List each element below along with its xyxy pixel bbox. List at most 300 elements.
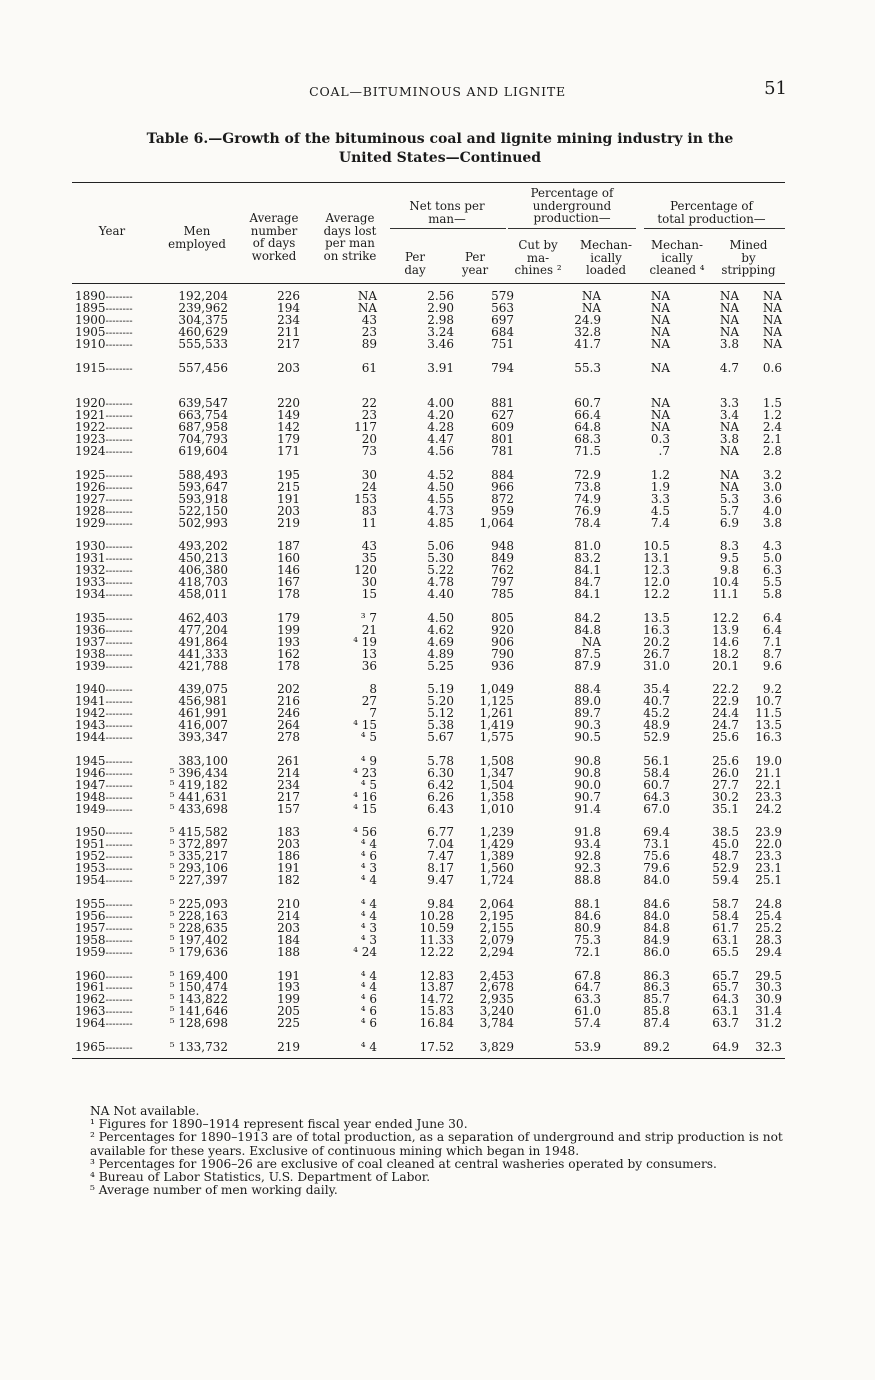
row-spacer: [72, 958, 785, 970]
header-under-line: Percentage of: [530, 186, 614, 200]
cell-strike: 23: [361, 408, 377, 423]
cell-mload: 85.7: [643, 992, 670, 1007]
header-pday-line: day: [404, 262, 426, 277]
cell-pday: 5.38: [427, 718, 454, 733]
cell-pyear: 579: [491, 289, 514, 303]
cell-days: 179: [277, 432, 300, 447]
cell-mload: 4.5: [650, 503, 670, 518]
cell-mload: 86.0: [643, 944, 670, 959]
header-mload-line: ically: [590, 250, 622, 265]
cell-pyear: 884: [491, 467, 514, 482]
cell-strip: 30.9: [755, 992, 782, 1007]
cell-mload: NA: [650, 396, 670, 411]
cell-cut: 84.8: [574, 622, 601, 637]
cell-mload: 86.3: [643, 980, 670, 995]
dot-leader: --------: [105, 637, 133, 649]
cell-days: 183: [277, 825, 300, 840]
cell-days: 157: [277, 801, 300, 816]
cell-cut: 68.3: [574, 432, 601, 447]
cell-strike: 22: [361, 396, 377, 411]
cell-days: 226: [277, 289, 300, 303]
bottom-rule: [72, 1058, 785, 1059]
cell-pyear: 1,724: [479, 873, 514, 888]
cell-strike: 36: [361, 658, 377, 673]
cell-mload: 84.6: [643, 897, 670, 912]
cell-year: 1930--------: [75, 539, 133, 554]
cell-mclean: 25.6: [712, 753, 739, 768]
cell-strike: 61: [361, 360, 377, 375]
cell-year: 1960--------: [75, 968, 133, 983]
cell-pyear: 1,125: [479, 694, 514, 709]
cell-days: 146: [277, 563, 300, 578]
cell-pday: 5.12: [427, 706, 454, 721]
cell-mclean: 24.7: [712, 718, 739, 733]
cell-pyear: 794: [491, 360, 514, 375]
cell-strike: ⁴ 4: [360, 837, 377, 852]
cell-strike: ⁴ 9: [360, 753, 377, 768]
cell-cut: 57.4: [574, 1016, 601, 1031]
header-mech-cleaned: [638, 239, 716, 277]
cell-mload: NA: [650, 289, 670, 303]
cell-strip: 32.3: [755, 1040, 782, 1055]
cell-men: ⁵ 197,402: [169, 932, 228, 947]
cell-pyear: 1,504: [479, 777, 514, 792]
cell-cut: 87.5: [574, 646, 601, 661]
cell-cut: 24.9: [574, 312, 601, 327]
cell-mload: 89.2: [643, 1040, 670, 1055]
cell-pyear: 2,935: [479, 992, 514, 1007]
cell-mclean: 11.1: [712, 587, 739, 602]
cell-year: 1950--------: [75, 825, 133, 840]
cell-men: 557,456: [178, 360, 228, 375]
data-table: [72, 182, 785, 1059]
cell-mclean: 13.9: [712, 622, 739, 637]
cell-pyear: 1,347: [479, 765, 514, 780]
header-net-line: man—: [428, 211, 466, 226]
cell-days: 193: [277, 634, 300, 649]
cell-mload: 64.3: [643, 789, 670, 804]
cell-pday: 5.19: [427, 682, 454, 697]
cell-cut: 91.4: [574, 801, 601, 816]
header-strip-line: Mined: [729, 238, 768, 252]
cell-mclean: 22.9: [712, 694, 739, 709]
cell-mclean: 10.4: [712, 575, 739, 590]
table-row: [72, 767, 785, 779]
cell-cut: 74.9: [574, 491, 601, 506]
cell-strip: NA: [762, 324, 782, 339]
cell-cut: 55.3: [574, 360, 601, 375]
cell-strip: NA: [762, 289, 782, 303]
table-row: [72, 517, 785, 529]
cell-pyear: 1,358: [479, 789, 514, 804]
cell-year: 1932--------: [75, 563, 133, 578]
header-strike-line: per man: [325, 236, 375, 251]
dot-leader: --------: [105, 983, 133, 995]
cell-strip: 6.3: [762, 563, 782, 578]
cell-days: 203: [277, 837, 300, 852]
footnote: NA Not available.: [90, 1104, 200, 1118]
cell-pday: 4.69: [427, 634, 454, 649]
cell-pyear: 906: [491, 634, 514, 649]
cell-cut: 93.4: [574, 837, 601, 852]
net-tons-underline: [390, 228, 506, 229]
cell-pday: 4.52: [427, 467, 454, 482]
cell-mload: 84.0: [643, 873, 670, 888]
cell-strike: 89: [361, 336, 377, 351]
cell-pday: 9.84: [427, 897, 454, 912]
cell-strike: ⁴ 56: [353, 825, 377, 840]
cell-pday: 4.73: [427, 503, 454, 518]
dot-leader: --------: [105, 840, 133, 852]
cell-mload: 26.7: [643, 646, 670, 661]
cell-year: 1943--------: [75, 718, 133, 733]
dot-leader: --------: [105, 709, 133, 721]
dot-leader: --------: [105, 625, 133, 637]
cell-pday: 4.00: [427, 396, 454, 411]
dot-leader: --------: [105, 1019, 133, 1031]
header-strike-line: days lost: [323, 223, 377, 238]
cell-year: 1910--------: [75, 336, 133, 351]
header-strike-line: on strike: [323, 248, 377, 263]
cell-mclean: 14.6: [712, 634, 739, 649]
cell-strike: ⁴ 4: [360, 968, 377, 983]
cell-men: ⁵ 133,732: [169, 1040, 228, 1055]
cell-men: 502,993: [178, 515, 228, 530]
cell-pday: 4.28: [427, 420, 454, 435]
cell-year: 1953--------: [75, 861, 133, 876]
cell-year: 1956--------: [75, 908, 133, 923]
cell-cut: 64.7: [574, 980, 601, 995]
cell-mclean: 63.7: [712, 1016, 739, 1031]
cell-men: ⁵ 335,217: [169, 849, 228, 864]
cell-strike: 8: [369, 682, 377, 697]
cell-cut: 92.3: [574, 861, 601, 876]
cell-strike: ⁴ 3: [360, 861, 377, 876]
cell-pday: 2.56: [427, 289, 454, 303]
cell-days: 171: [277, 443, 300, 458]
cell-strip: 3.8: [762, 515, 782, 530]
cell-year: 1947--------: [75, 777, 133, 792]
cell-cut: NA: [581, 300, 601, 315]
cell-strip: 5.5: [762, 575, 782, 590]
cell-pday: 7.04: [427, 837, 454, 852]
cell-days: 178: [277, 658, 300, 673]
cell-year: 1962--------: [75, 992, 133, 1007]
cell-strike: ⁴ 16: [353, 789, 377, 804]
cell-strip: 9.2: [762, 682, 782, 697]
cell-mclean: NA: [719, 467, 739, 482]
cell-men: 522,150: [178, 503, 228, 518]
cell-year: 1940--------: [75, 682, 133, 697]
cell-mload: 56.1: [643, 753, 670, 768]
cell-days: 225: [277, 1016, 300, 1031]
cell-strip: 1.2: [762, 408, 782, 423]
footnote: ⁴ Bureau of Labor Statistics, U.S. Department of Labor.: [90, 1170, 431, 1185]
cell-men: 460,629: [178, 324, 228, 339]
header-strike-line: Average: [325, 211, 375, 225]
cell-mload: 52.9: [643, 730, 670, 745]
dot-leader: --------: [105, 864, 133, 876]
cell-pday: 12.22: [419, 944, 454, 959]
cell-days: 203: [277, 920, 300, 935]
cell-strike: ⁴ 3: [360, 920, 377, 935]
header-stripping: [712, 239, 785, 277]
cell-cut: 90.5: [574, 730, 601, 745]
cell-pyear: 1,049: [479, 682, 514, 697]
cell-pyear: 697: [491, 312, 514, 327]
cell-mload: 16.3: [643, 622, 670, 637]
cell-strip: 2.4: [762, 420, 782, 435]
cell-cut: 87.9: [574, 658, 601, 673]
cell-days: 217: [277, 789, 300, 804]
cell-men: 439,075: [178, 682, 228, 697]
cell-days: 234: [277, 777, 300, 792]
cell-mload: 69.4: [643, 825, 670, 840]
cell-year: 1961--------: [75, 980, 133, 995]
header-cut-line: ma-: [526, 250, 550, 265]
table-row: [72, 326, 785, 338]
cell-strike: 21: [361, 622, 377, 637]
cell-mclean: NA: [719, 300, 739, 315]
cell-cut: 90.8: [574, 765, 601, 780]
cell-year: 1926--------: [75, 479, 133, 494]
header-under-line: production—: [533, 211, 611, 226]
header-total-line: total production—: [657, 211, 766, 226]
cell-pyear: 849: [491, 551, 514, 566]
cell-mload: 45.2: [643, 706, 670, 721]
header-mech-loaded: [570, 239, 642, 277]
dot-leader: --------: [105, 613, 133, 625]
cell-mclean: NA: [719, 479, 739, 494]
table-body: [72, 284, 785, 1053]
dot-leader: --------: [105, 935, 133, 947]
cell-men: 588,493: [178, 467, 228, 482]
header-men: [162, 225, 232, 250]
header-per-day: [390, 251, 440, 276]
cell-men: 393,347: [178, 730, 228, 745]
cell-men: ⁵ 143,822: [169, 992, 228, 1007]
cell-year: 1923--------: [75, 432, 133, 447]
cell-mload: 35.4: [643, 682, 670, 697]
cell-strike: ⁴ 5: [360, 777, 377, 792]
row-spacer: [72, 373, 785, 385]
cell-strip: 24.2: [755, 801, 782, 816]
cell-strike: ⁴ 6: [360, 1016, 377, 1031]
cell-men: ⁵ 141,646: [169, 1004, 228, 1019]
cell-strike: 15: [361, 587, 377, 602]
cell-strip: 16.3: [755, 730, 782, 745]
cell-strip: 10.7: [755, 694, 782, 709]
table-row: [72, 731, 785, 743]
cell-cut: 91.8: [574, 825, 601, 840]
cell-mload: 10.5: [643, 539, 670, 554]
dot-leader: --------: [105, 303, 133, 315]
footnote: ¹ Figures for 1890–1914 represent fiscal year ended June 30.: [90, 1117, 468, 1132]
cell-pday: 4.50: [427, 610, 454, 625]
cell-year: 1958--------: [75, 932, 133, 947]
cell-men: 441,333: [178, 646, 228, 661]
cell-pyear: 959: [491, 503, 514, 518]
cell-pday: 16.84: [419, 1016, 454, 1031]
cell-mclean: 5.7: [719, 503, 739, 518]
cell-days: 246: [277, 706, 300, 721]
dot-leader: --------: [105, 780, 133, 792]
dot-leader: --------: [105, 721, 133, 733]
cell-cut: 78.4: [574, 515, 601, 530]
cell-pyear: 785: [491, 587, 514, 602]
header-strip-line: stripping: [721, 263, 776, 278]
cell-strike: 43: [361, 312, 377, 327]
cell-mclean: 48.7: [712, 849, 739, 864]
cell-cut: 66.4: [574, 408, 601, 423]
cell-strip: NA: [762, 336, 782, 351]
cell-strike: 30: [361, 467, 377, 482]
cell-days: 261: [277, 753, 300, 768]
cell-strip: 23.1: [755, 861, 782, 876]
cell-men: ⁵ 396,434: [169, 765, 228, 780]
cell-mload: NA: [650, 336, 670, 351]
cell-strip: 11.5: [755, 706, 782, 721]
cell-year: 1951--------: [75, 837, 133, 852]
cell-cut: 84.6: [574, 908, 601, 923]
caption-line-1: Table 6.—Growth of the bituminous coal and lignite mining industry in the: [146, 131, 734, 147]
cell-days: 199: [277, 992, 300, 1007]
header-cut-line: chines ²: [514, 263, 562, 278]
dot-leader: --------: [105, 852, 133, 864]
cell-mclean: 64.9: [712, 1040, 739, 1055]
cell-days: 182: [277, 873, 300, 888]
dot-leader: --------: [105, 804, 133, 816]
cell-days: 186: [277, 849, 300, 864]
cell-pday: 5.67: [427, 730, 454, 745]
cell-strike: ⁴ 15: [353, 718, 377, 733]
cell-strip: 4.3: [762, 539, 782, 554]
row-spacer: [72, 350, 785, 362]
cell-mload: 40.7: [643, 694, 670, 709]
cell-cut: 72.9: [574, 467, 601, 482]
cell-men: 555,533: [178, 336, 228, 351]
cell-year: 1939--------: [75, 658, 133, 673]
cell-pday: 4.85: [427, 515, 454, 530]
cell-strip: 22.0: [755, 837, 782, 852]
cell-men: ⁵ 433,698: [169, 801, 228, 816]
header-under-line: underground: [532, 198, 612, 213]
cell-pday: 14.72: [419, 992, 454, 1007]
cell-strike: ⁴ 6: [360, 992, 377, 1007]
cell-mclean: 4.7: [719, 360, 739, 375]
cell-year: 1920--------: [75, 396, 133, 411]
cell-cut: 90.0: [574, 777, 601, 792]
cell-men: 704,793: [178, 432, 228, 447]
dot-leader: --------: [105, 947, 133, 959]
cell-year: 1931--------: [75, 551, 133, 566]
dot-leader: --------: [105, 1043, 133, 1055]
cell-mclean: 65.7: [712, 980, 739, 995]
cell-pday: 12.83: [419, 968, 454, 983]
cell-pday: 2.90: [427, 300, 454, 315]
cell-days: 234: [277, 312, 300, 327]
dot-leader: --------: [105, 542, 133, 554]
cell-pday: 5.25: [427, 658, 454, 673]
cell-days: 211: [277, 324, 300, 339]
cell-men: 462,403: [178, 610, 228, 625]
cell-cut: 88.1: [574, 897, 601, 912]
table-row: [72, 946, 785, 958]
cell-mclean: 64.3: [712, 992, 739, 1007]
cell-strip: 2.1: [762, 432, 782, 447]
cell-cut: 84.1: [574, 563, 601, 578]
header-net-line: Net tons per: [409, 199, 485, 213]
cell-pyear: 1,389: [479, 849, 514, 864]
cell-strike: ⁴ 4: [360, 1040, 377, 1055]
header-mload-line: Mechan-: [580, 238, 632, 252]
cell-pday: 6.77: [427, 825, 454, 840]
cell-men: 239,962: [178, 300, 228, 315]
cell-mload: 31.0: [643, 658, 670, 673]
cell-strike: ⁴ 23: [353, 765, 377, 780]
cell-pday: 4.55: [427, 491, 454, 506]
cell-strike: ⁴ 4: [360, 873, 377, 888]
cell-pday: 6.26: [427, 789, 454, 804]
cell-strip: 7.1: [762, 634, 782, 649]
cell-men: 421,788: [178, 658, 228, 673]
cell-strip: 25.2: [755, 920, 782, 935]
cell-cut: 41.7: [574, 336, 601, 351]
cell-mclean: 27.7: [712, 777, 739, 792]
cell-year: 1941--------: [75, 694, 133, 709]
cell-strip: 1.5: [762, 396, 782, 411]
cell-days: 184: [277, 932, 300, 947]
header-per-year: [444, 251, 506, 276]
dot-leader: --------: [105, 685, 133, 697]
dot-leader: --------: [105, 494, 133, 506]
cell-mclean: 12.2: [712, 610, 739, 625]
cell-days: 219: [277, 1040, 300, 1055]
cell-days: 187: [277, 539, 300, 554]
footnotes: [90, 1105, 790, 1197]
cell-strip: 0.6: [762, 360, 782, 375]
cell-mload: 73.1: [643, 837, 670, 852]
cell-pyear: 563: [491, 300, 514, 315]
cell-strike: ⁴ 15: [353, 801, 377, 816]
cell-strip: 29.4: [755, 944, 782, 959]
cell-pday: 5.30: [427, 551, 454, 566]
cell-mload: 12.2: [643, 587, 670, 602]
cell-year: 1924--------: [75, 443, 133, 458]
table-row: [72, 934, 785, 946]
cell-mload: 7.4: [650, 515, 670, 530]
cell-pyear: 1,575: [479, 730, 514, 745]
cell-mclean: 6.9: [719, 515, 739, 530]
cell-cut: 32.8: [574, 324, 601, 339]
cell-days: 193: [277, 980, 300, 995]
cell-mclean: 52.9: [712, 861, 739, 876]
table-row: [72, 1017, 785, 1029]
cell-men: ⁵ 179,636: [169, 944, 228, 959]
cell-pday: 5.78: [427, 753, 454, 768]
cell-strike: 20: [361, 432, 377, 447]
dot-leader: --------: [105, 423, 133, 435]
cell-strike: 24: [361, 479, 377, 494]
cell-strike: ⁴ 5: [360, 730, 377, 745]
total-underline: [644, 228, 785, 229]
cell-mclean: 24.4: [712, 706, 739, 721]
cell-strike: 13: [361, 646, 377, 661]
cell-pyear: 966: [491, 479, 514, 494]
cell-strip: 6.4: [762, 610, 782, 625]
cell-strike: ⁴ 4: [360, 980, 377, 995]
cell-mclean: 30.2: [712, 789, 739, 804]
